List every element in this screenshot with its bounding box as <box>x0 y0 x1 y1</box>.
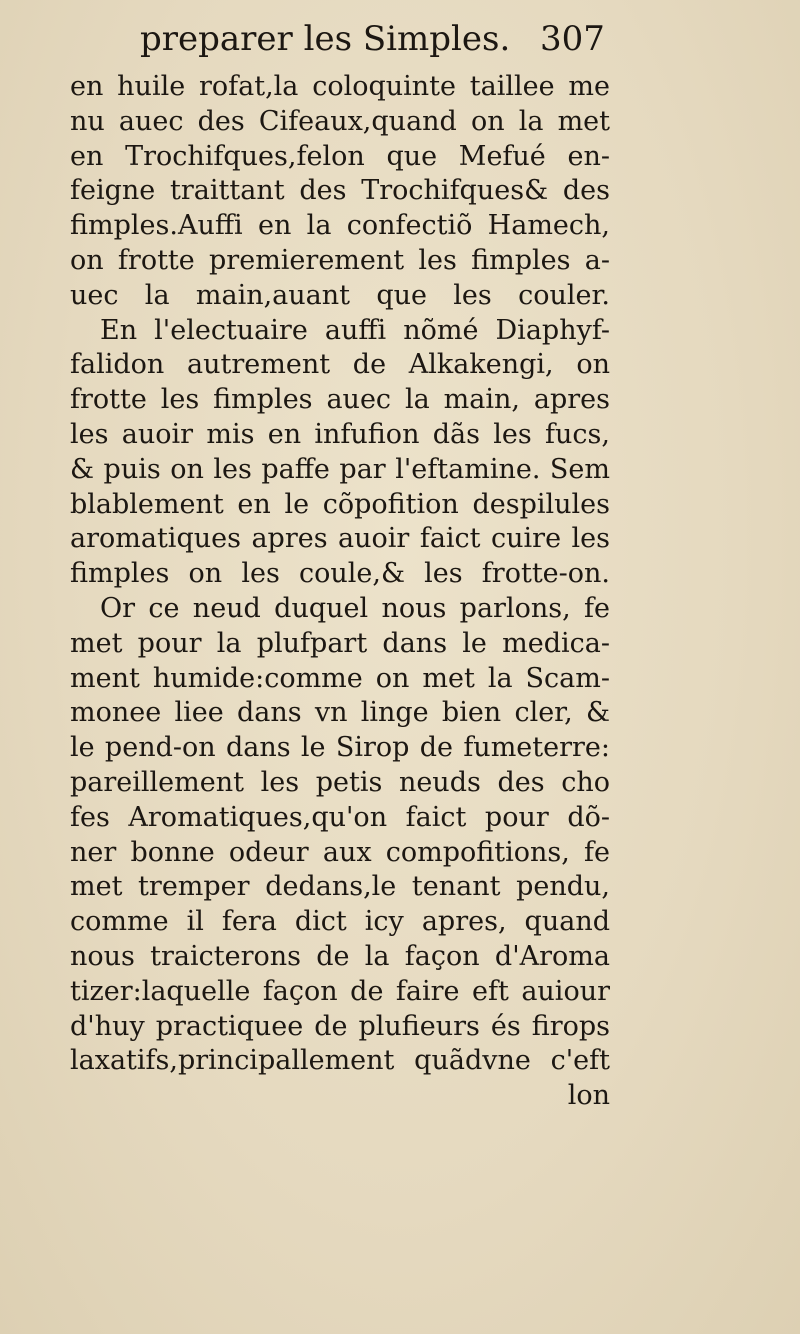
body-text <box>70 70 610 1114</box>
text-line: fes Aromatiques,qu'on faict pour dõ- <box>70 801 610 833</box>
text-line: nous traicterons de la façon d'Aroma <box>70 940 610 972</box>
text-line: ner bonne odeur aux compofitions, fe <box>70 836 610 868</box>
running-title: preparer les Simples. <box>140 19 511 59</box>
text-line: les auoir mis en infufion dãs les fucs, <box>70 418 610 450</box>
text-line: comme il fera dict icy apres, quand <box>70 906 610 938</box>
text-line: tizer:laquelle façon de faire eft auiour <box>70 975 610 1007</box>
text-line: d'huy practiquee de plufieurs és firops <box>70 1010 610 1042</box>
text-line: en Trochifques,felon que Mefué en- <box>70 140 610 172</box>
text-line: lon <box>567 1080 610 1112</box>
text-line: & puis on les paffe par l'eftamine. Sem <box>70 453 610 485</box>
text-line: frotte les fimples auec la main, apres <box>70 384 610 416</box>
text-line: En l'electuaire auffi nõmé Diaphyf- <box>100 314 610 346</box>
text-line: le pend-on dans le Sirop de fumeterre: <box>70 732 610 764</box>
text-line: Or ce neud duquel nous parlons, fe <box>100 592 610 624</box>
text-line: laxatifs,principallement quãdvne c'eft <box>70 1045 610 1077</box>
text-line: blablement en le cõpofition despilules <box>70 488 610 520</box>
page-header <box>0 14 800 64</box>
text-line: falidon autrement de Alkakengi, on <box>70 349 610 381</box>
text-line: ment humide:comme on met la Scam- <box>70 662 610 694</box>
text-line: pareillement les petis neuds des cho <box>70 766 610 798</box>
text-line: met tremper dedans,le tenant pendu, <box>70 871 610 903</box>
text-line: monee liee dans vn linge bien cler, & <box>70 697 610 729</box>
text-line: aromatiques apres auoir faict cuire les <box>70 523 610 555</box>
text-line: met pour la plufpart dans le medica- <box>70 627 610 659</box>
text-line: fimples on les coule,& les frotte-on. <box>70 558 610 590</box>
text-line: nu auec des Cifeaux,quand on la met <box>70 105 610 137</box>
text-line: fimples.Auffi en la confectiõ Hamech, <box>70 210 610 242</box>
text-line: feigne traittant des Trochifques& des <box>70 175 610 207</box>
text-line: on frotte premierement les fimples a- <box>70 244 610 276</box>
text-line: uec la main,auant que les couler. <box>70 279 610 311</box>
text-line: en huile rofat,la coloquinte taillee me <box>70 71 610 102</box>
page-number: 307 <box>540 19 605 59</box>
